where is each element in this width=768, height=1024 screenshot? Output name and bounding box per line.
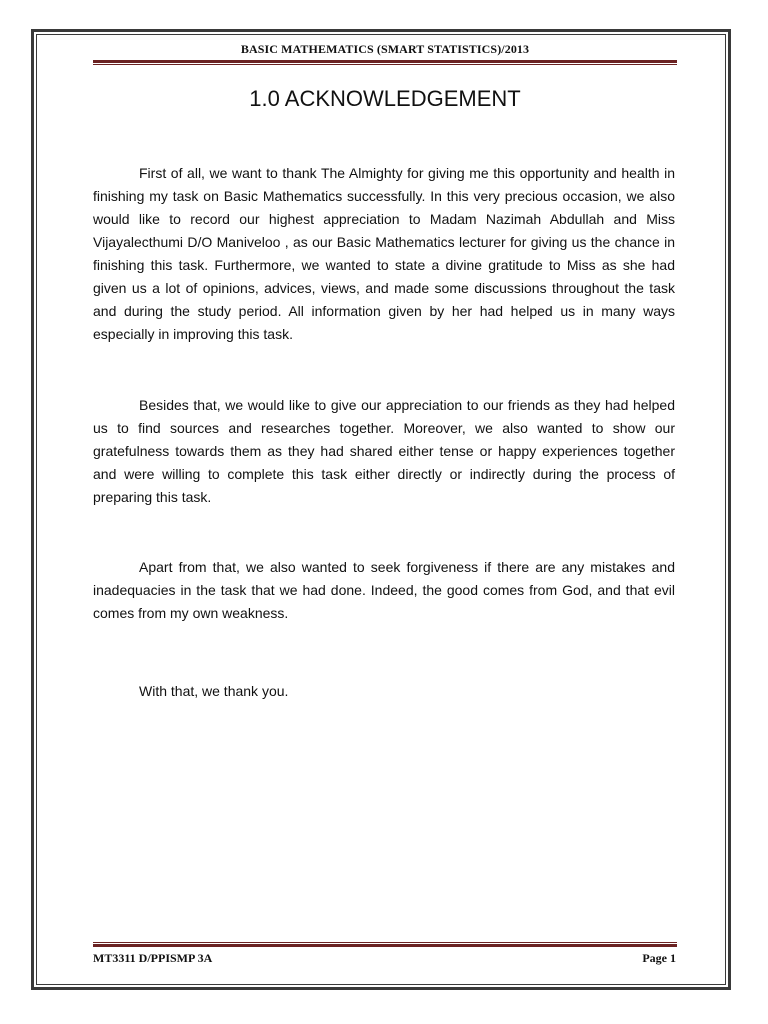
footer-course-code: MT3311 D/PPISMP 3A (93, 951, 213, 965)
footer-rule-thin (93, 942, 677, 943)
header-rule-thin (93, 64, 677, 65)
paragraph-2: Besides that, we would like to give our appreciation to our friends as they had helped us to find sources and researches together. Moreover, we also wanted to show our gratefulness towards them as they had shared either tense or happy experiences together and were willing to complete this task either directly or indirectly during the process of preparing this task. (93, 397, 675, 505)
header-rule-thick (93, 60, 677, 63)
running-header: BASIC MATHEMATICS (SMART STATISTICS)/2013 (240, 42, 530, 56)
paragraph-3: Apart from that, we also wanted to seek forgiveness if there are any mistakes and inadequacies in the task that we had done. Indeed, the good comes from God, and that evil comes from my own weakness. (93, 559, 675, 621)
footer-page-number: Page 1 (642, 951, 676, 965)
paragraph-4: With that, we thank you. (139, 683, 289, 699)
page-title: 1.0 ACKNOWLEDGEMENT (249, 86, 521, 111)
paragraph-1: First of all, we want to thank The Almighty for giving me this opportunity and health in finishing my task on Basic Mathematics successfully. In this very precious occasion, we also would like to record our highest appreciation to Madam Nazimah Abdullah and Miss Vijayalecthumi D/O Maniveloo , as our Basic Mathematics lecturer for giving us the chance in finishing this task. Furthermore, we wanted to state a divine gratitude to Miss as she had given us a lot of opinions, advices, views, and made some discussions throughout the task and during the study period. All information given by her had helped us in many ways especially in improving this task. (93, 165, 675, 342)
footer-rule-thick (93, 944, 677, 947)
